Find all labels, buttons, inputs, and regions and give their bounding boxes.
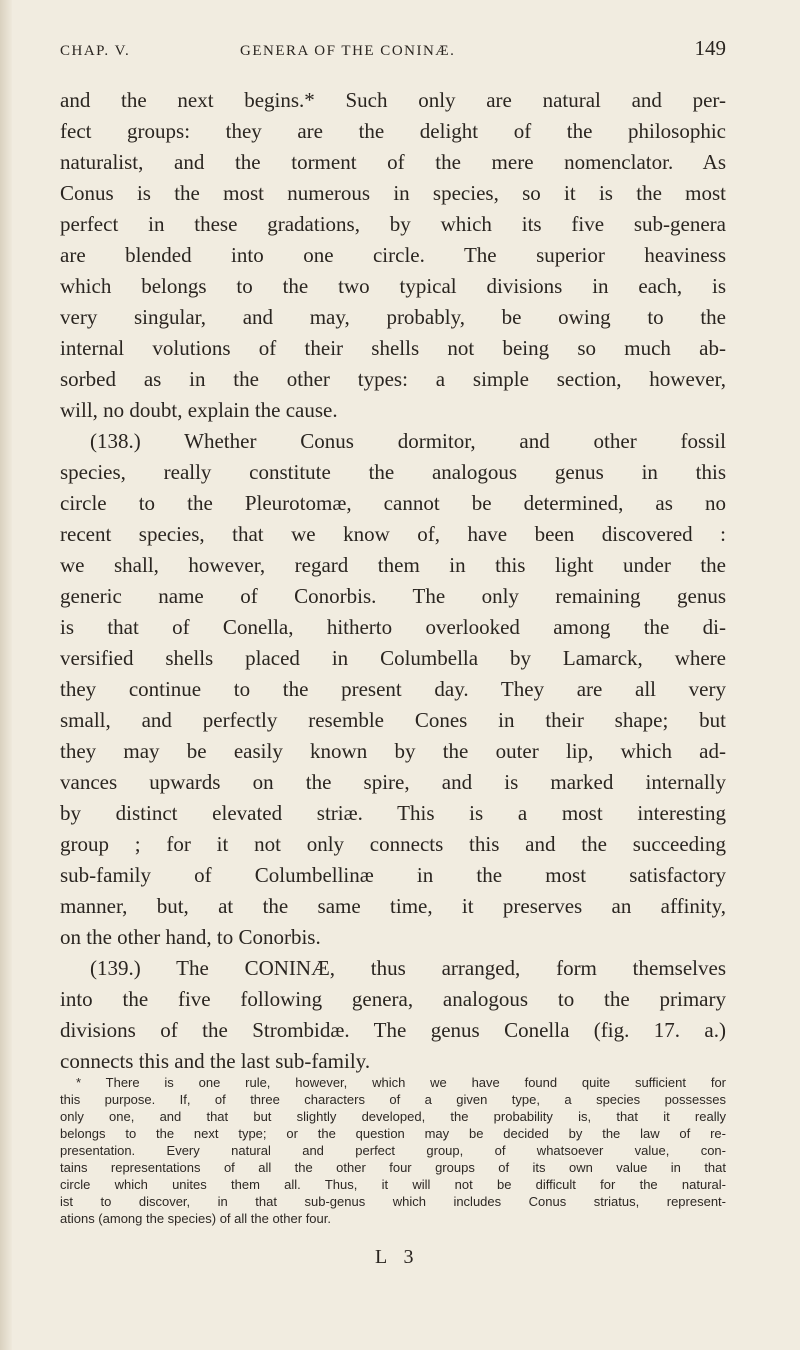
text-line: by distinct elevated striæ. This is a most interesting — [60, 801, 726, 825]
text-line: sub-family of Columbellinæ in the most satisfactory — [60, 863, 726, 887]
text-line: which belongs to the two typical divisions in each, is — [60, 274, 726, 298]
footnote-line: this purpose. If, of three characters of a given type, a species possesses — [60, 1092, 726, 1107]
text-line: naturalist, and the torment of the mere nomenclator. As — [60, 150, 726, 174]
text-line: they may be easily known by the outer lip, which ad- — [60, 739, 726, 763]
text-line: perfect in these gradations, by which its five sub-genera — [60, 212, 726, 236]
text-line: on the other hand, to Conorbis. — [60, 925, 321, 949]
text-line: fect groups: they are the delight of the philosophic — [60, 119, 726, 143]
footnote — [60, 1074, 726, 1227]
text-line: manner, but, at the same time, it preserves an affinity, — [60, 894, 726, 918]
running-header — [60, 36, 726, 66]
footnote-line: * There is one rule, however, which we have found quite sufficient for — [76, 1075, 726, 1090]
text-line: internal volutions of their shells not being so much ab- — [60, 336, 726, 360]
text-line: generic name of Conorbis. The only remaining genus — [60, 584, 726, 608]
chapter-label: CHAP. V. — [60, 43, 131, 59]
text-line: small, and perfectly resemble Cones in their shape; but — [60, 708, 726, 732]
text-line: Conus is the most numerous in species, so it is the most — [60, 181, 726, 205]
text-line: into the five following genera, analogous to the primary — [60, 987, 726, 1011]
text-line: circle to the Pleurotomæ, cannot be determined, as no — [60, 491, 726, 515]
text-line: sorbed as in the other types: a simple section, however, — [60, 367, 726, 391]
page-binding-edge — [0, 0, 12, 1350]
text-line: is that of Conella, hitherto overlooked among the di- — [60, 615, 726, 639]
text-line: species, really constitute the analogous genus in this — [60, 460, 726, 484]
text-line: are blended into one circle. The superior heaviness — [60, 243, 726, 267]
footnote-line: ist to discover, in that sub-genus which includes Conus striatus, represent- — [60, 1194, 726, 1209]
footnote-line: only one, and that but slightly developed, the probability is, that it really — [60, 1109, 726, 1124]
text-line: connects this and the last sub-family. — [60, 1049, 371, 1073]
footnote-line: tains representations of all the other four groups of its own value in that — [60, 1160, 726, 1175]
text-line: and the next begins.* Such only are natural and per- — [60, 88, 726, 112]
footnote-line: belongs to the next type; or the question may be decided by the law of re- — [60, 1126, 726, 1141]
text-line: group ; for it not only connects this and the succeeding — [60, 832, 726, 856]
text-line: vances upwards on the spire, and is marked internally — [60, 770, 726, 794]
text-line: very singular, and may, probably, be owing to the — [60, 305, 726, 329]
paragraph — [60, 426, 726, 953]
text-line: (139.) The CONINÆ, thus arranged, form themselves — [90, 956, 726, 980]
running-title: GENERA OF THE CONINÆ. — [240, 43, 456, 59]
text-line: versified shells placed in Columbella by Lamarck, where — [60, 646, 726, 670]
text-line: we shall, however, regard them in this light under the — [60, 553, 726, 577]
page-number: 149 — [694, 36, 726, 60]
paragraph — [60, 85, 726, 426]
footnote-line: ations (among the species) of all the other four. — [60, 1211, 331, 1226]
footnote-line: circle which unites them all. Thus, it will not be difficult for the natural- — [60, 1177, 726, 1192]
text-line: will, no doubt, explain the cause. — [60, 398, 338, 422]
main-text — [60, 85, 726, 1077]
text-line: (138.) Whether Conus dormitor, and other fossil — [90, 429, 726, 453]
paragraph — [60, 953, 726, 1077]
footnote-line: presentation. Every natural and perfect group, of whatsoever value, con- — [60, 1143, 726, 1158]
text-line: they continue to the present day. They are all very — [60, 677, 726, 701]
signature-mark: L 3 — [375, 1246, 420, 1268]
text-line: divisions of the Strombidæ. The genus Conella (fig. 17. a.) — [60, 1018, 726, 1042]
text-line: recent species, that we know of, have been discovered : — [60, 522, 726, 546]
